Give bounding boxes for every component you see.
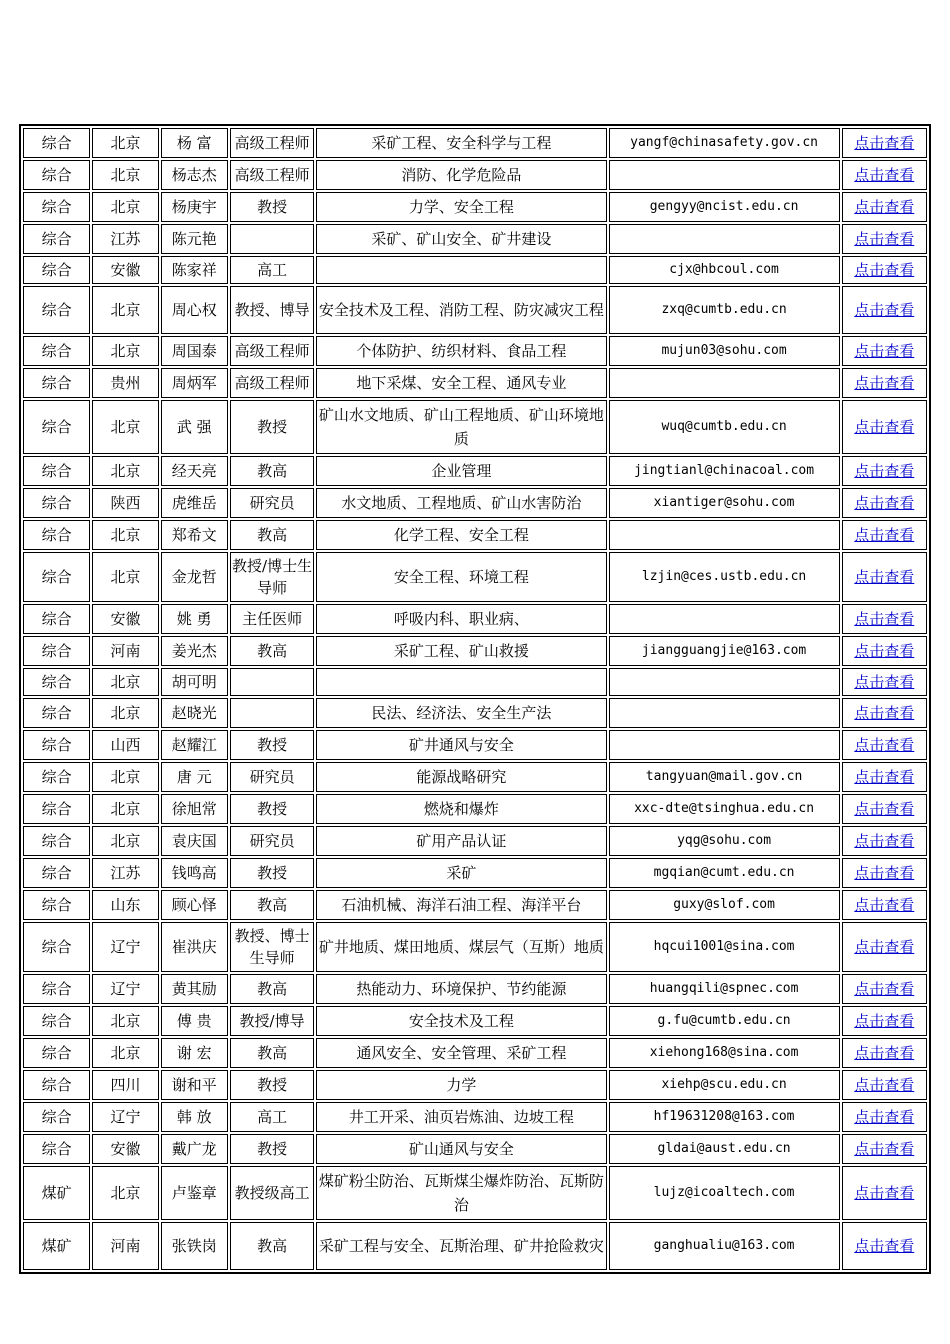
province-cell: 北京 — [92, 128, 158, 158]
province-cell: 北京 — [92, 192, 158, 222]
province-cell: 北京 — [92, 552, 158, 602]
view-cell — [842, 858, 927, 888]
view-cell — [842, 192, 927, 222]
name-cell: 周炳军 — [161, 368, 228, 398]
title-cell: 教授/博士生导师 — [230, 552, 314, 602]
table-row — [23, 1166, 927, 1220]
view-cell — [842, 1134, 927, 1164]
view-details-link[interactable]: 点击查看 — [854, 938, 915, 956]
email-cell: jiangguangjie@163.com — [609, 636, 840, 666]
table-row — [23, 256, 927, 284]
category-cell: 综合 — [23, 762, 90, 792]
name-cell: 卢鉴章 — [161, 1166, 228, 1220]
view-details-link[interactable]: 点击查看 — [854, 342, 915, 360]
province-cell: 山东 — [92, 890, 158, 920]
title-cell: 研究员 — [230, 488, 314, 518]
email-cell: xiehp@scu.edu.cn — [609, 1070, 840, 1100]
view-details-link[interactable]: 点击查看 — [854, 642, 915, 660]
email-cell: xxc-dte@tsinghua.edu.cn — [609, 794, 840, 824]
category-cell: 综合 — [23, 286, 90, 334]
title-cell: 教授级高工 — [230, 1166, 314, 1220]
email-cell — [609, 368, 840, 398]
name-cell: 谢 宏 — [161, 1038, 228, 1068]
field-cell: 采矿工程与安全、瓦斯治理、矿井抢险救灾 — [316, 1222, 606, 1270]
title-cell: 教授 — [230, 794, 314, 824]
email-cell — [609, 604, 840, 634]
name-cell: 袁庆国 — [161, 826, 228, 856]
view-cell — [842, 128, 927, 158]
field-cell: 矿山水文地质、矿山工程地质、矿山环境地质 — [316, 400, 606, 454]
table-row — [23, 1102, 927, 1132]
table-row — [23, 1134, 927, 1164]
view-details-link[interactable]: 点击查看 — [854, 1012, 915, 1030]
title-cell: 教授 — [230, 858, 314, 888]
name-cell: 杨庚宇 — [161, 192, 228, 222]
field-cell — [316, 668, 606, 696]
province-cell: 江苏 — [92, 224, 158, 254]
field-cell: 安全技术及工程 — [316, 1006, 606, 1036]
name-cell: 韩 放 — [161, 1102, 228, 1132]
name-cell: 陈元艳 — [161, 224, 228, 254]
name-cell: 谢和平 — [161, 1070, 228, 1100]
view-cell — [842, 668, 927, 696]
view-details-link[interactable]: 点击查看 — [854, 494, 915, 512]
title-cell: 研究员 — [230, 762, 314, 792]
view-cell — [842, 224, 927, 254]
name-cell: 周国泰 — [161, 336, 228, 366]
category-cell: 综合 — [23, 974, 90, 1004]
email-cell — [609, 730, 840, 760]
view-details-link[interactable]: 点击查看 — [854, 166, 915, 184]
table-row — [23, 224, 927, 254]
category-cell: 综合 — [23, 604, 90, 634]
table-row — [23, 922, 927, 972]
category-cell: 综合 — [23, 400, 90, 454]
title-cell: 高级工程师 — [230, 368, 314, 398]
title-cell: 教授、博导 — [230, 286, 314, 334]
province-cell: 北京 — [92, 1006, 158, 1036]
title-cell: 教高 — [230, 636, 314, 666]
email-cell — [609, 160, 840, 190]
title-cell: 研究员 — [230, 826, 314, 856]
view-cell — [842, 1102, 927, 1132]
category-cell: 综合 — [23, 456, 90, 486]
name-cell: 姚 勇 — [161, 604, 228, 634]
table-row — [23, 368, 927, 398]
email-cell: yqg@sohu.com — [609, 826, 840, 856]
email-cell: gldai@aust.edu.cn — [609, 1134, 840, 1164]
view-cell — [842, 762, 927, 792]
category-cell: 综合 — [23, 488, 90, 518]
view-cell — [842, 336, 927, 366]
email-cell: yangf@chinasafety.gov.cn — [609, 128, 840, 158]
name-cell: 经天亮 — [161, 456, 228, 486]
table-row — [23, 1006, 927, 1036]
view-cell — [842, 1070, 927, 1100]
table-row — [23, 160, 927, 190]
view-details-link[interactable]: 点击查看 — [854, 1108, 915, 1126]
field-cell: 能源战略研究 — [316, 762, 606, 792]
view-details-link[interactable]: 点击查看 — [854, 134, 915, 152]
table-row — [23, 1222, 927, 1270]
name-cell: 杨 富 — [161, 128, 228, 158]
view-details-link[interactable]: 点击查看 — [854, 800, 915, 818]
view-details-link[interactable]: 点击查看 — [854, 673, 915, 691]
category-cell: 综合 — [23, 336, 90, 366]
province-cell: 北京 — [92, 400, 158, 454]
name-cell: 赵耀江 — [161, 730, 228, 760]
email-cell — [609, 520, 840, 550]
field-cell: 力学 — [316, 1070, 606, 1100]
view-details-link[interactable]: 点击查看 — [854, 864, 915, 882]
province-cell: 辽宁 — [92, 1102, 158, 1132]
view-cell — [842, 974, 927, 1004]
table-row — [23, 520, 927, 550]
field-cell — [316, 256, 606, 284]
name-cell: 钱鸣高 — [161, 858, 228, 888]
title-cell: 高级工程师 — [230, 160, 314, 190]
view-cell — [842, 698, 927, 728]
field-cell: 采矿工程、安全科学与工程 — [316, 128, 606, 158]
email-cell: jingtianl@chinacoal.com — [609, 456, 840, 486]
category-cell: 综合 — [23, 520, 90, 550]
table-row — [23, 730, 927, 760]
view-cell — [842, 890, 927, 920]
table-row — [23, 668, 927, 696]
table-row — [23, 1038, 927, 1068]
title-cell: 教授 — [230, 1070, 314, 1100]
province-cell: 贵州 — [92, 368, 158, 398]
name-cell: 杨志杰 — [161, 160, 228, 190]
name-cell: 顾心怿 — [161, 890, 228, 920]
province-cell: 北京 — [92, 520, 158, 550]
name-cell: 金龙哲 — [161, 552, 228, 602]
table-row — [23, 890, 927, 920]
name-cell: 唐 元 — [161, 762, 228, 792]
title-cell: 教高 — [230, 974, 314, 1004]
category-cell: 综合 — [23, 1038, 90, 1068]
category-cell: 综合 — [23, 730, 90, 760]
field-cell: 呼吸内科、职业病、 — [316, 604, 606, 634]
province-cell: 北京 — [92, 762, 158, 792]
province-cell: 北京 — [92, 456, 158, 486]
view-details-link[interactable]: 点击查看 — [854, 896, 915, 914]
category-cell: 综合 — [23, 636, 90, 666]
email-cell: lujz@icoaltech.com — [609, 1166, 840, 1220]
table-row — [23, 858, 927, 888]
table-row — [23, 604, 927, 634]
category-cell: 综合 — [23, 368, 90, 398]
province-cell: 北京 — [92, 698, 158, 728]
table-row — [23, 636, 927, 666]
view-details-link[interactable]: 点击查看 — [854, 301, 915, 319]
field-cell: 燃烧和爆炸 — [316, 794, 606, 824]
name-cell: 胡可明 — [161, 668, 228, 696]
email-cell: mgqian@cumt.edu.cn — [609, 858, 840, 888]
field-cell: 通风安全、安全管理、采矿工程 — [316, 1038, 606, 1068]
view-cell — [842, 826, 927, 856]
category-cell: 综合 — [23, 160, 90, 190]
title-cell: 高工 — [230, 1102, 314, 1132]
title-cell: 教授/博导 — [230, 1006, 314, 1036]
table-row — [23, 488, 927, 518]
name-cell: 傅 贵 — [161, 1006, 228, 1036]
table-row — [23, 762, 927, 792]
field-cell: 石油机械、海洋石油工程、海洋平台 — [316, 890, 606, 920]
field-cell: 地下采煤、安全工程、通风专业 — [316, 368, 606, 398]
category-cell: 综合 — [23, 858, 90, 888]
field-cell: 矿用产品认证 — [316, 826, 606, 856]
email-cell: lzjin@ces.ustb.edu.cn — [609, 552, 840, 602]
title-cell: 高级工程师 — [230, 128, 314, 158]
table-row — [23, 794, 927, 824]
table-row — [23, 698, 927, 728]
title-cell: 教高 — [230, 1038, 314, 1068]
view-details-link[interactable]: 点击查看 — [854, 736, 915, 754]
view-cell — [842, 552, 927, 602]
name-cell: 周心权 — [161, 286, 228, 334]
category-cell: 综合 — [23, 128, 90, 158]
email-cell: ganghualiu@163.com — [609, 1222, 840, 1270]
title-cell — [230, 668, 314, 696]
table-row — [23, 128, 927, 158]
title-cell: 教高 — [230, 520, 314, 550]
province-cell: 江苏 — [92, 858, 158, 888]
view-cell — [842, 1006, 927, 1036]
email-cell: xiantiger@sohu.com — [609, 488, 840, 518]
title-cell: 教授 — [230, 730, 314, 760]
expert-table — [21, 126, 929, 1272]
field-cell: 企业管理 — [316, 456, 606, 486]
title-cell: 教授 — [230, 400, 314, 454]
email-cell: zxq@cumtb.edu.cn — [609, 286, 840, 334]
view-cell — [842, 1038, 927, 1068]
province-cell: 山西 — [92, 730, 158, 760]
table-row — [23, 400, 927, 454]
name-cell: 郑希文 — [161, 520, 228, 550]
category-cell: 综合 — [23, 1070, 90, 1100]
province-cell: 北京 — [92, 336, 158, 366]
name-cell: 虎维岳 — [161, 488, 228, 518]
email-cell: g.fu@cumtb.edu.cn — [609, 1006, 840, 1036]
name-cell: 姜光杰 — [161, 636, 228, 666]
email-cell: hf19631208@163.com — [609, 1102, 840, 1132]
field-cell: 采矿、矿山安全、矿井建设 — [316, 224, 606, 254]
field-cell: 矿井地质、煤田地质、煤层气（互斯）地质 — [316, 922, 606, 972]
province-cell: 安徽 — [92, 256, 158, 284]
table-row — [23, 552, 927, 602]
category-cell: 综合 — [23, 794, 90, 824]
title-cell: 教授 — [230, 192, 314, 222]
category-cell: 综合 — [23, 668, 90, 696]
field-cell: 消防、化学危险品 — [316, 160, 606, 190]
title-cell — [230, 698, 314, 728]
email-cell: gengyy@ncist.edu.cn — [609, 192, 840, 222]
table-row — [23, 192, 927, 222]
name-cell: 黄其励 — [161, 974, 228, 1004]
view-details-link[interactable]: 点击查看 — [854, 1044, 915, 1062]
table-row — [23, 826, 927, 856]
category-cell: 综合 — [23, 1006, 90, 1036]
category-cell: 综合 — [23, 1134, 90, 1164]
field-cell: 井工开采、油页岩炼油、边坡工程 — [316, 1102, 606, 1132]
name-cell: 徐旭常 — [161, 794, 228, 824]
view-details-link[interactable]: 点击查看 — [854, 462, 915, 480]
view-details-link[interactable]: 点击查看 — [854, 526, 915, 544]
category-cell: 综合 — [23, 922, 90, 972]
email-cell: cjx@hbcoul.com — [609, 256, 840, 284]
view-details-link[interactable]: 点击查看 — [854, 568, 915, 586]
view-details-link[interactable]: 点击查看 — [854, 704, 915, 722]
title-cell: 教高 — [230, 890, 314, 920]
view-cell — [842, 456, 927, 486]
title-cell — [230, 224, 314, 254]
province-cell: 安徽 — [92, 1134, 158, 1164]
category-cell: 综合 — [23, 890, 90, 920]
email-cell: guxy@slof.com — [609, 890, 840, 920]
view-details-link[interactable]: 点击查看 — [854, 1184, 915, 1202]
view-details-link[interactable]: 点击查看 — [854, 1237, 915, 1255]
email-cell — [609, 224, 840, 254]
title-cell: 高工 — [230, 256, 314, 284]
view-details-link[interactable]: 点击查看 — [854, 374, 915, 392]
category-cell: 综合 — [23, 826, 90, 856]
view-cell — [842, 368, 927, 398]
category-cell: 综合 — [23, 1102, 90, 1132]
email-cell: tangyuan@mail.gov.cn — [609, 762, 840, 792]
view-cell — [842, 1222, 927, 1270]
view-cell — [842, 286, 927, 334]
view-details-link[interactable]: 点击查看 — [854, 1140, 915, 1158]
name-cell: 陈家祥 — [161, 256, 228, 284]
view-details-link[interactable]: 点击查看 — [854, 832, 915, 850]
view-details-link[interactable]: 点击查看 — [854, 418, 915, 436]
email-cell — [609, 698, 840, 728]
email-cell: xiehong168@sina.com — [609, 1038, 840, 1068]
province-cell: 北京 — [92, 1166, 158, 1220]
title-cell: 主任医师 — [230, 604, 314, 634]
view-details-link[interactable]: 点击查看 — [854, 261, 915, 279]
field-cell: 水文地质、工程地质、矿山水害防治 — [316, 488, 606, 518]
name-cell: 张铁岗 — [161, 1222, 228, 1270]
name-cell: 赵晓光 — [161, 698, 228, 728]
province-cell: 北京 — [92, 160, 158, 190]
email-cell: hqcui1001@sina.com — [609, 922, 840, 972]
table-row — [23, 336, 927, 366]
view-cell — [842, 1166, 927, 1220]
email-cell: wuq@cumtb.edu.cn — [609, 400, 840, 454]
field-cell: 采矿工程、矿山救援 — [316, 636, 606, 666]
name-cell: 戴广龙 — [161, 1134, 228, 1164]
view-cell — [842, 520, 927, 550]
province-cell: 辽宁 — [92, 974, 158, 1004]
table-row — [23, 286, 927, 334]
province-cell: 北京 — [92, 668, 158, 696]
view-cell — [842, 730, 927, 760]
field-cell: 热能动力、环境保护、节约能源 — [316, 974, 606, 1004]
province-cell: 四川 — [92, 1070, 158, 1100]
view-cell — [842, 256, 927, 284]
title-cell: 教授 — [230, 1134, 314, 1164]
title-cell: 教高 — [230, 456, 314, 486]
view-details-link[interactable]: 点击查看 — [854, 768, 915, 786]
category-cell: 综合 — [23, 552, 90, 602]
name-cell: 崔洪庆 — [161, 922, 228, 972]
category-cell: 综合 — [23, 192, 90, 222]
table-row — [23, 456, 927, 486]
field-cell: 化学工程、安全工程 — [316, 520, 606, 550]
view-cell — [842, 604, 927, 634]
email-cell — [609, 668, 840, 696]
field-cell: 安全工程、环境工程 — [316, 552, 606, 602]
field-cell: 矿井通风与安全 — [316, 730, 606, 760]
table-row — [23, 974, 927, 1004]
field-cell: 民法、经济法、安全生产法 — [316, 698, 606, 728]
name-cell: 武 强 — [161, 400, 228, 454]
province-cell: 北京 — [92, 794, 158, 824]
province-cell: 河南 — [92, 1222, 158, 1270]
province-cell: 辽宁 — [92, 922, 158, 972]
view-details-link[interactable]: 点击查看 — [854, 198, 915, 216]
title-cell: 教高 — [230, 1222, 314, 1270]
expert-table-frame — [19, 124, 931, 1274]
view-cell — [842, 400, 927, 454]
view-details-link[interactable]: 点击查看 — [854, 980, 915, 998]
province-cell: 北京 — [92, 286, 158, 334]
category-cell: 煤矿 — [23, 1166, 90, 1220]
province-cell: 陕西 — [92, 488, 158, 518]
field-cell: 力学、安全工程 — [316, 192, 606, 222]
province-cell: 安徽 — [92, 604, 158, 634]
field-cell: 采矿 — [316, 858, 606, 888]
email-cell: huangqili@spnec.com — [609, 974, 840, 1004]
field-cell: 煤矿粉尘防治、瓦斯煤尘爆炸防治、瓦斯防治 — [316, 1166, 606, 1220]
category-cell: 煤矿 — [23, 1222, 90, 1270]
field-cell: 安全技术及工程、消防工程、防灾减灾工程 — [316, 286, 606, 334]
view-details-link[interactable]: 点击查看 — [854, 1076, 915, 1094]
table-row — [23, 1070, 927, 1100]
view-cell — [842, 488, 927, 518]
field-cell: 个体防护、纺织材料、食品工程 — [316, 336, 606, 366]
category-cell: 综合 — [23, 256, 90, 284]
view-cell — [842, 636, 927, 666]
category-cell: 综合 — [23, 224, 90, 254]
title-cell: 教授、博士生导师 — [230, 922, 314, 972]
category-cell: 综合 — [23, 698, 90, 728]
view-cell — [842, 794, 927, 824]
email-cell: mujun03@sohu.com — [609, 336, 840, 366]
view-cell — [842, 160, 927, 190]
province-cell: 北京 — [92, 1038, 158, 1068]
province-cell: 北京 — [92, 826, 158, 856]
table-body — [23, 128, 927, 1270]
title-cell: 高级工程师 — [230, 336, 314, 366]
view-details-link[interactable]: 点击查看 — [854, 610, 915, 628]
view-details-link[interactable]: 点击查看 — [854, 230, 915, 248]
province-cell: 河南 — [92, 636, 158, 666]
field-cell: 矿山通风与安全 — [316, 1134, 606, 1164]
view-cell — [842, 922, 927, 972]
